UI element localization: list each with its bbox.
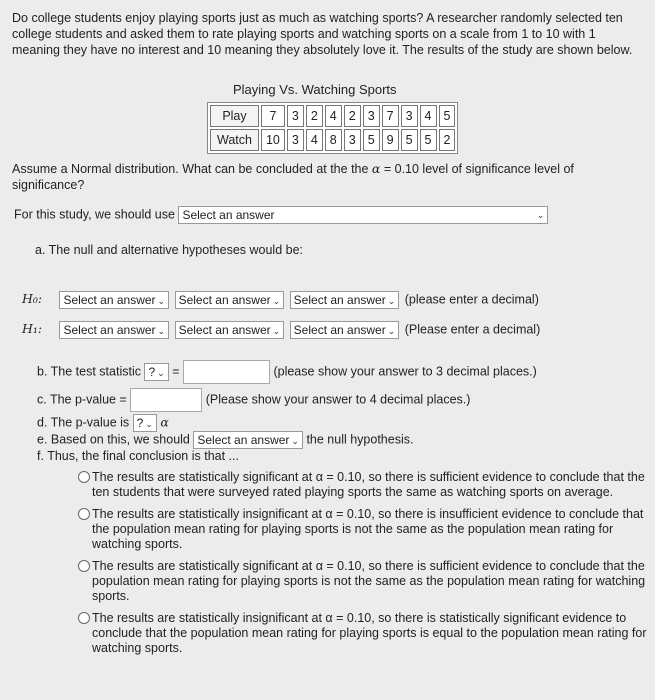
chevron-down-icon: ⌄	[145, 419, 153, 429]
chevron-down-icon: ⌄	[536, 210, 545, 220]
table-title: Playing Vs. Watching Sports	[233, 82, 397, 97]
table-cell: 3	[287, 129, 304, 151]
table-row-play	[210, 105, 455, 127]
alpha-symbol: α	[160, 414, 169, 430]
select-text: ?	[148, 365, 156, 379]
select-text: Select an answer	[197, 433, 290, 447]
question-c-note: (Please show your answer to 4 decimal places.)	[205, 392, 471, 407]
alpha-symbol: α	[371, 161, 381, 176]
study-type-select[interactable]	[178, 206, 548, 224]
h1-label: H₁:	[22, 321, 43, 337]
assume-text-end: = 0.10 level of significance level of significance?	[12, 162, 574, 192]
row-label: Watch	[210, 129, 259, 151]
alt-hypothesis-row	[22, 321, 540, 339]
option-text: The results are statistically significant at α = 0.10, so there is sufficient evidence to conclude that the ten students that were surveyed rated playing sports the same as watching sports on average.	[92, 470, 645, 499]
question-c-row	[37, 388, 470, 412]
table-cell: 2	[306, 105, 323, 127]
select-text: Select an answer	[182, 208, 275, 222]
table-cell: 3	[401, 105, 418, 127]
h1-note: (Please enter a decimal)	[404, 322, 541, 337]
table-cell: 3	[344, 129, 361, 151]
question-e-label: e. Based on this, we should	[37, 432, 190, 447]
study-label: For this study, we should use	[14, 207, 175, 222]
h1-param-select[interactable]	[59, 321, 169, 339]
question-f-label: f. Thus, the final conclusion is that ...	[37, 449, 239, 463]
table-cell: 10	[261, 129, 285, 151]
table-cell: 5	[420, 129, 437, 151]
select-text: Select an answer	[63, 323, 156, 337]
chevron-down-icon: ⌄	[157, 296, 166, 306]
question-c-label: c. The p-value =	[37, 392, 127, 407]
radio-button[interactable]	[78, 612, 90, 624]
conclusion-options	[78, 470, 647, 663]
question-e-row	[37, 431, 413, 449]
table-cell: 7	[382, 105, 399, 127]
table-row-watch	[210, 129, 455, 151]
p-value-compare-select[interactable]	[133, 414, 157, 432]
conclusion-option[interactable]	[78, 559, 647, 604]
table-cell: 3	[363, 105, 380, 127]
question-b-row	[37, 360, 537, 384]
option-text: The results are statistically insignificant at α = 0.10, so there is insufficient evidence to conclude that the population mean rating for playing sports is not the same as the population mean rating for watching sports.	[92, 507, 644, 551]
h0-operator-select[interactable]	[175, 291, 285, 309]
chevron-down-icon: ⌄	[157, 326, 166, 336]
table-cell: 2	[439, 129, 456, 151]
table-cell: 3	[287, 105, 304, 127]
table-cell: 4	[325, 105, 342, 127]
study-type-row	[14, 206, 548, 224]
intro-text: Do college students enjoy playing sports just as much as watching sports? A researcher randomly selected ten college students and asked them to rate playing sports and watching sports on a scale from 1 to 10 with 1 meaning they have no interest and 10 meaning they absolutely love it. The results of the study are shown below.	[12, 11, 633, 57]
question-d-row	[37, 414, 169, 432]
select-text: ?	[136, 416, 144, 430]
chevron-down-icon: ⌄	[157, 368, 165, 378]
data-table	[207, 102, 458, 154]
row-label: Play	[210, 105, 259, 127]
question-b-label: b. The test statistic	[37, 364, 141, 379]
null-hypothesis-row	[22, 291, 539, 309]
table-cell: 4	[306, 129, 323, 151]
select-text: Select an answer	[293, 323, 386, 337]
assume-text-start: Assume a Normal distribution. What can be concluded at the the	[12, 162, 372, 176]
test-statistic-input[interactable]	[183, 360, 270, 384]
select-text: Select an answer	[178, 293, 271, 307]
radio-button[interactable]	[78, 471, 90, 483]
chevron-down-icon: ⌄	[272, 326, 281, 336]
table-cell: 7	[261, 105, 285, 127]
table-cell: 5	[363, 129, 380, 151]
conclusion-option[interactable]	[78, 470, 647, 500]
h1-value-select[interactable]	[290, 321, 400, 339]
table-cell: 5	[439, 105, 456, 127]
h1-operator-select[interactable]	[175, 321, 285, 339]
assumption-text	[12, 161, 642, 193]
question-a-label: a. The null and alternative hypotheses would be:	[35, 243, 304, 257]
chevron-down-icon: ⌄	[291, 436, 299, 446]
select-text: Select an answer	[293, 293, 386, 307]
chevron-down-icon: ⌄	[387, 326, 396, 336]
select-text: Select an answer	[178, 323, 271, 337]
radio-button[interactable]	[78, 508, 90, 520]
table-cell: 4	[420, 105, 437, 127]
test-statistic-select[interactable]	[144, 363, 168, 381]
h0-param-select[interactable]	[59, 291, 169, 309]
question-e-suffix: the null hypothesis.	[306, 432, 414, 447]
chevron-down-icon: ⌄	[387, 296, 396, 306]
table-cell: 2	[344, 105, 361, 127]
equals-sign: =	[172, 364, 180, 379]
conclusion-option[interactable]	[78, 611, 647, 656]
table-cell: 8	[325, 129, 342, 151]
chevron-down-icon: ⌄	[272, 296, 281, 306]
option-text: The results are statistically significant at α = 0.10, so there is sufficient evidence to conclude that the population mean rating for playing sports is not the same as the population mean rating for watching sports.	[92, 559, 646, 603]
h0-value-select[interactable]	[290, 291, 400, 309]
h0-label: H₀:	[22, 291, 43, 307]
question-b-note: (please show your answer to 3 decimal places.)	[273, 364, 537, 379]
table-cell: 9	[382, 129, 399, 151]
option-text: The results are statistically insignificant at α = 0.10, so there is statistically significant evidence to conclude that the population mean rating for playing sports is equal to the population mean rating for watching sports.	[92, 611, 647, 655]
radio-button[interactable]	[78, 560, 90, 572]
decision-select[interactable]	[193, 431, 303, 449]
question-d-label: d. The p-value is	[37, 415, 130, 430]
p-value-input[interactable]	[130, 388, 202, 412]
h0-note: (please enter a decimal)	[404, 292, 539, 307]
table-cell: 5	[401, 129, 418, 151]
conclusion-option[interactable]	[78, 507, 647, 552]
select-text: Select an answer	[63, 293, 156, 307]
